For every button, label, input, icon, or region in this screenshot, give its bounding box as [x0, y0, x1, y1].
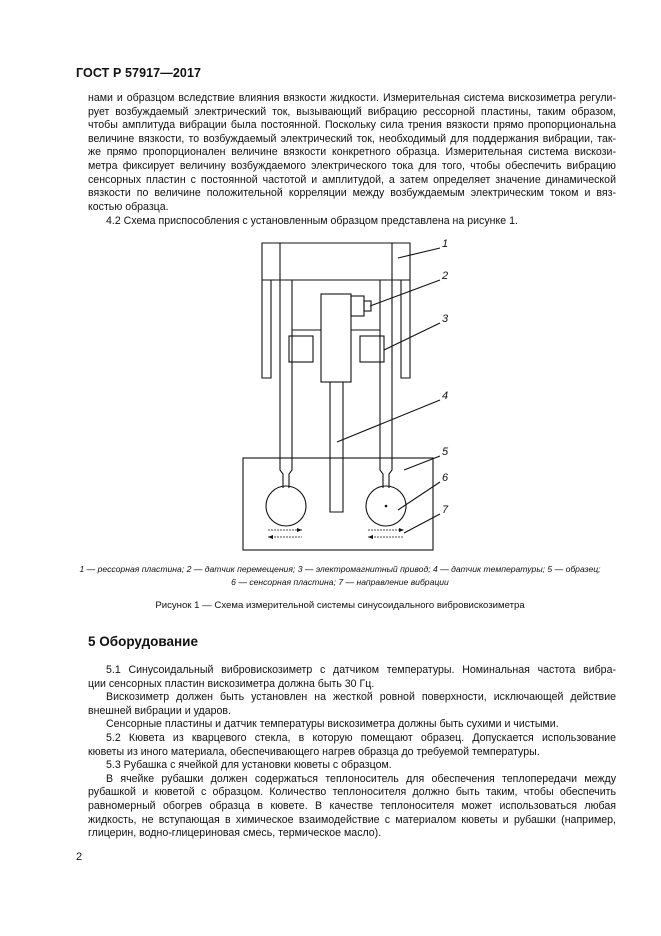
legend-line: 6 — сенсорная пластина; 7 — направление вибрации: [231, 576, 449, 587]
figure-label: 6: [442, 472, 449, 484]
text-line: нами и образцом вследствие влияния вязкости жидкости. Измерительная система вискозиметра регули-: [88, 92, 616, 104]
temperature-sensor: [330, 382, 343, 512]
text-line: 5.2 Кювета из кварцевого стекла, в которую помещают образец. Допускается использование: [106, 731, 616, 744]
text-line: кюветы из иного материала, обеспечивающего нагрев образца до требуемой температуры.: [88, 745, 540, 758]
legend-line: 1 — рессорная пластина; 2 — датчик перемещения; 3 — электромагнитный привод; 4 — датчик температуры; 5 — образец;: [79, 564, 601, 574]
text-line: рубашкой и кюветой с образцом. Количество теплоносителя должно быть таким, чтобы обеспечить: [88, 786, 616, 799]
text-line: величине вязкости, то возбуждаемый электрический ток, необходимый для поддержания вибрации, так-: [88, 132, 616, 145]
text-line: костью образца.: [88, 200, 169, 213]
text-line: чтобы амплитуда вибрации была постоянной. Поскольку сила трения вязкости прямо пропорциональна: [88, 119, 616, 132]
figure-label: 7: [442, 504, 449, 516]
page-number: 2: [76, 851, 83, 863]
figure-legend: [60, 563, 620, 588]
central-block: [321, 294, 351, 382]
text-line: 5.1 Синусоидальный вибровискозиметр с датчиком температуры. Номинальная частота вибра-: [106, 664, 616, 676]
figure-caption: Рисунок 1 — Схема измерительной системы синусоидального вибровискозиметра: [155, 600, 525, 611]
electromagnetic-drive-left: [289, 336, 313, 362]
text-line: же прямо пропорционален величине вязкости конкретного образца. Измерительная система вискози-: [88, 146, 616, 159]
text-line: сенсорных пластин с постоянной частотой и амплитудой, а затем определяет значение динамической: [88, 173, 616, 186]
text-line: В ячейке рубашки должен содержаться теплоноситель для обеспечения теплопередачи между: [106, 772, 616, 785]
sensor-plate-left: [266, 486, 306, 526]
text-line: жидкость, не вступающая в химическое взаимодействие с материалом кюветы и рубашки (например,: [88, 813, 616, 826]
section-title: 5 Оборудование: [88, 634, 198, 649]
text-line: 4.2 Схема приспособления с установленным образцом представлена на рисунке 1.: [106, 215, 518, 227]
spring-plate-frame: [262, 243, 410, 378]
figure-label: 1: [442, 238, 449, 250]
figure-label: 3: [442, 313, 449, 325]
figure-label: 4: [442, 390, 449, 402]
displacement-sensor: [351, 296, 364, 316]
section-5-body: [88, 664, 616, 841]
figure-label: 5: [442, 446, 449, 458]
text-line: глицерин, водно-глицериновая смесь, термическое масло).: [88, 827, 382, 840]
text-line: вязкости по величине положительной корреляции между возбуждаемым электрическим током и вяз-: [88, 187, 616, 200]
text-line: метра фиксирует величину возбуждаемого электрического тока для того, чтобы обеспечить вибрацию: [88, 159, 616, 172]
text-line: ции сенсорных пластин вискозиметра должна быть 30 Гц.: [88, 677, 375, 690]
text-line: внешней вибрации и ударов.: [88, 704, 231, 717]
text-line: рует возбуждаемый электрический ток, вызывающий вибрацию рессорной пластины, таким образом,: [88, 105, 616, 118]
document-header: ГОСТ Р 57917—2017: [76, 66, 202, 80]
figure-label: 2: [442, 270, 449, 282]
text-line: 5.3 Рубашка с ячейкой для установки кюветы с образцом.: [106, 759, 392, 772]
text-line: равномерный обогрев образца в кювете. В качестве теплоносителя может использоваться любая: [88, 799, 616, 812]
text-line: Сенсорные пластины и датчик температуры вискозиметра должны быть сухими и чистыми.: [106, 718, 559, 731]
text-line: Вискозиметр должен быть установлен на жесткой ровной поверхности, исключающей действие: [106, 691, 616, 704]
